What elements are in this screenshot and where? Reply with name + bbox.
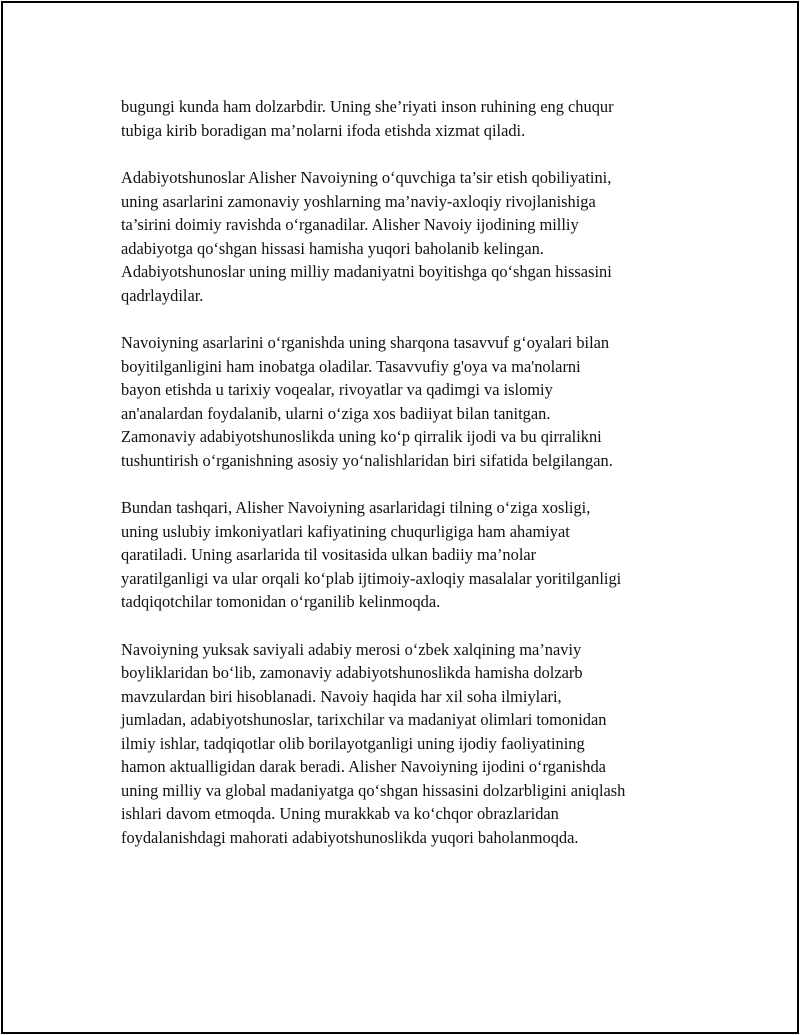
text-line: Adabiyotshunoslar Alisher Navoiyning o‘quvchiga ta’sir etish qobiliyatini,	[121, 168, 612, 187]
text-line: jumladan, adabiyotshunoslar, tarixchilar va madaniyat olimlari tomonidan	[121, 710, 607, 729]
text-line: qaratiladi. Uning asarlarida til vositasida ulkan badiiy ma’nolar	[121, 545, 537, 564]
paragraph-1	[121, 95, 701, 142]
text-line: uning milliy va global madaniyatga qo‘shgan hissasini dolzarbligini aniqlash	[121, 780, 626, 800]
text-line: ta’sirini doimiy ravishda o‘rganadilar. Alisher Navoiy ijodining milliy	[121, 215, 579, 234]
paragraph-5	[121, 638, 701, 850]
text-line: Bundan tashqari, Alisher Navoiyning asarlaridagi tilning o‘ziga xosligi,	[121, 498, 591, 517]
text-line: ilmiy ishlar, tadqiqotlar olib borilayotganligi uning ijodiy faoliyatining	[121, 733, 585, 753]
text-line: tadqiqotchilar tomonidan o‘rganilib kelinmoqda.	[121, 592, 441, 611]
text-line: boyliklaridan bo‘lib, zamonaviy adabiyotshunoslikda hamisha dolzarb	[121, 663, 583, 682]
text-line: foydalanishdagi mahorati adabiyotshunoslikda yuqori baholanmoqda.	[121, 827, 579, 847]
text-line: Navoiyning asarlarini o‘rganishda uning sharqona tasavvuf g‘oyalari bilan	[121, 333, 610, 352]
text-line: an'analardan foydalanib, ularni o‘ziga xos badiiyat bilan tanitgan.	[121, 403, 551, 423]
page-frame	[1, 1, 799, 1034]
text-line: Adabiyotshunoslar uning milliy madaniyatni boyitishga qo‘shgan hissasini	[121, 262, 612, 281]
document-body	[121, 95, 701, 873]
paragraph-4	[121, 496, 701, 614]
text-line: tushuntirish o‘rganishning asosiy yo‘nalishlaridan biri sifatida belgilangan.	[121, 450, 613, 470]
text-line: Zamonaviy adabiyotshunoslikda uning ko‘p qirralik ijodi va bu qirralikni	[121, 427, 602, 446]
text-line: boyitilganligini ham inobatga oladilar. Tasavvufiy g'oya va ma'nolarni	[121, 356, 581, 376]
text-line: tubiga kirib boradigan ma’nolarni ifoda etishda xizmat qiladi.	[121, 120, 526, 140]
text-line: hamon aktualligidan darak beradi. Alisher Navoiyning ijodini o‘rganishda	[121, 757, 606, 776]
text-line: ishlari davom etmoqda. Uning murakkab va ko‘chqor obrazlaridan	[121, 804, 559, 823]
text-line: mavzulardan biri hisoblanadi. Navoiy haqida har xil soha ilmiylari,	[121, 686, 562, 706]
text-line: bugungi kunda ham dolzarbdir. Uning she’riyati inson ruhining eng chuqur	[121, 97, 614, 116]
text-line: qadrlaydilar.	[121, 285, 204, 305]
text-line: uning asarlarini zamonaviy yoshlarning ma’naviy-axloqiy rivojlanishiga	[121, 191, 596, 211]
paragraph-3	[121, 331, 701, 472]
text-line: yaratilganligi va ular orqali ko‘plab ijtimoiy-axloqiy masalalar yoritilganligi	[121, 568, 622, 588]
text-line: uning uslubiy imkoniyatlari kafiyatining chuqurligiga ham ahamiyat	[121, 521, 570, 541]
text-line: Navoiyning yuksak saviyali adabiy merosi o‘zbek xalqining ma’naviy	[121, 639, 582, 659]
text-line: adabiyotga qo‘shgan hissasi hamisha yuqori baholanib kelingan.	[121, 238, 544, 258]
text-line: bayon etishda u tarixiy voqealar, rivoyatlar va qadimgi va islomiy	[121, 380, 553, 399]
paragraph-2	[121, 166, 701, 307]
